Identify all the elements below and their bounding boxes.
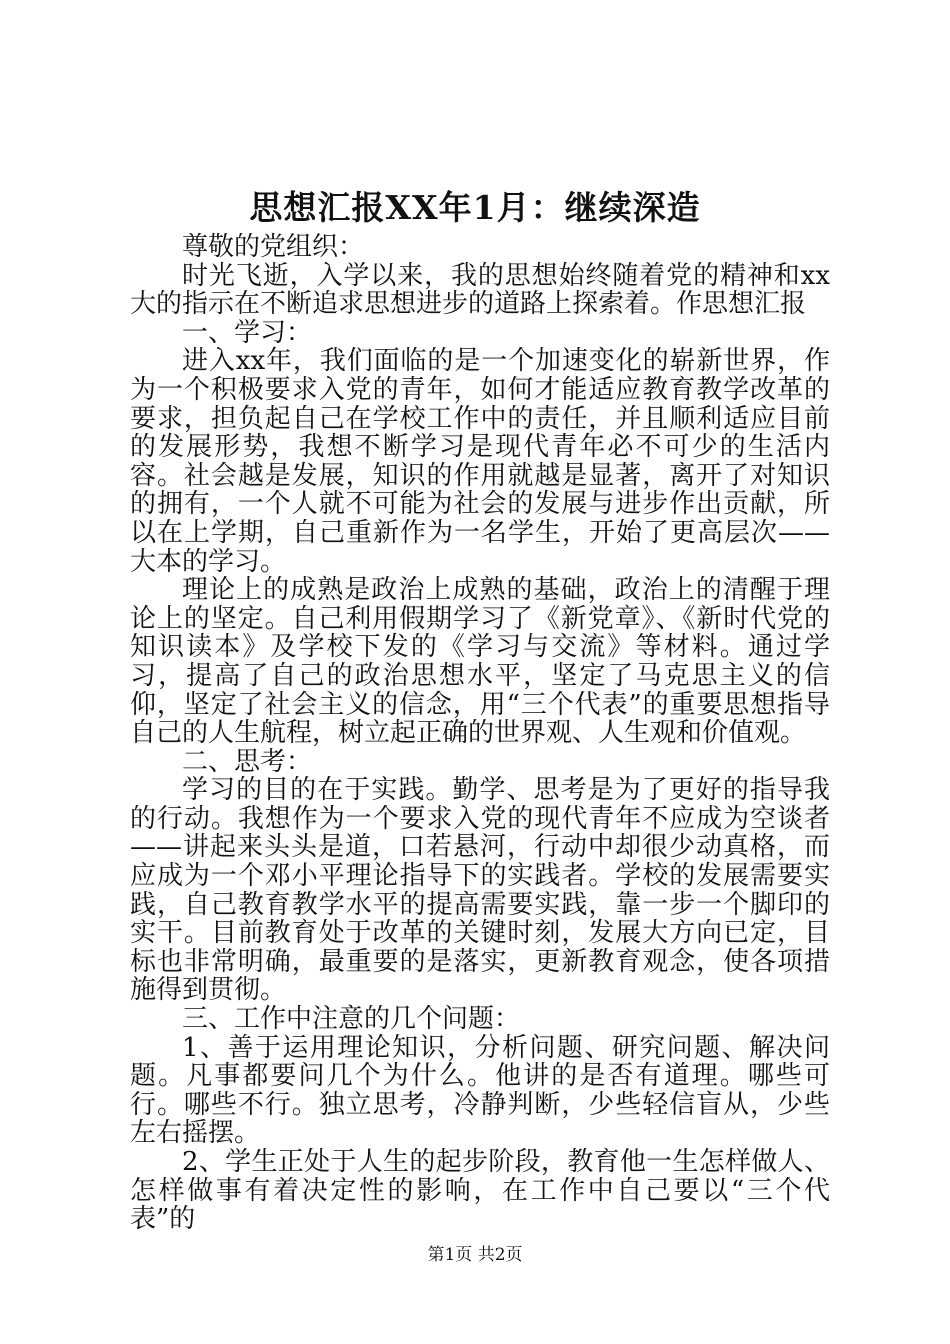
- section-heading-study: 一、学习：: [182, 317, 313, 348]
- paragraph-issue-1: 1、善于运用理论知识，分析问题、研究问题、解决问题。凡事都要问几个为什么。他讲的是否有道理。哪些可行。哪些不行。独立思考，冷静判断，少些轻信盲从，少些左右摇摆。: [130, 1032, 830, 1149]
- salutation: 尊敬的党组织：: [182, 232, 365, 262]
- document-body: [130, 233, 830, 1234]
- section-heading-issues: 三、工作中注意的几个问题：: [182, 1004, 521, 1035]
- paragraph-intro: 时光飞逝，入学以来，我的思想始终随着党的精神和xx大的指示在不断追求思想进步的道路上探索着。作思想汇报: [130, 260, 830, 320]
- paragraph-thinking: 学习的目的在于实践。勤学、思考是为了更好的指导我的行动。我想作为一个要求入党的现代青年不应成为空谈者——讲起来头头是道，口若悬河，行动中却很少动真格，而应成为一个邓小平理论指导下的实践者。学校的发展需要实践，自己教育教学水平的提高需要实践，靠一步一个脚印的实干。目前教育处于改革的关键时刻，发展大方向已定，目标也非常明确，最重要的是落实，更新教育观念，使各项措施得到贯彻。: [130, 775, 830, 1006]
- paragraph-study-1: 进入xx年，我们面临的是一个加速变化的崭新世界，作为一个积极要求入党的青年，如何才能适应教育教学改革的要求，担负起自己在学校工作中的责任，并且顺利适应目前的发展形势，我想不断学习是现代青年必不可少的生活内容。社会越是发展，知识的作用就越是显著，离开了对知识的拥有，一个人就不可能为社会的发展与进步作出贡献，所以在上学期，自己重新作为一名学生，开始了更高层次——大本的学习。: [130, 346, 830, 577]
- document-title: 思想汇报XX年1月：继续深造: [249, 188, 701, 227]
- page-footer: 第1页 共2页: [427, 1245, 523, 1265]
- section-heading-thinking: 二、思考：: [182, 746, 313, 777]
- paragraph-issue-2: 2、学生正处于人生的起步阶段，教育他一生怎样做人、怎样做事有着决定性的影响，在工作中自己要以“三个代表”的: [130, 1147, 830, 1235]
- paragraph-study-2: 理论上的成熟是政治上成熟的基础，政治上的清醒于理论上的坚定。自己利用假期学习了《新党章》、《新时代党的知识读本》及学校下发的《学习与交流》等材料。通过学习，提高了自己的政治思想水平，坚定了马克思主义的信仰，坚定了社会主义的信念，用“三个代表”的重要思想指导自己的人生航程，树立起正确的世界观、人生观和价值观。: [130, 575, 830, 749]
